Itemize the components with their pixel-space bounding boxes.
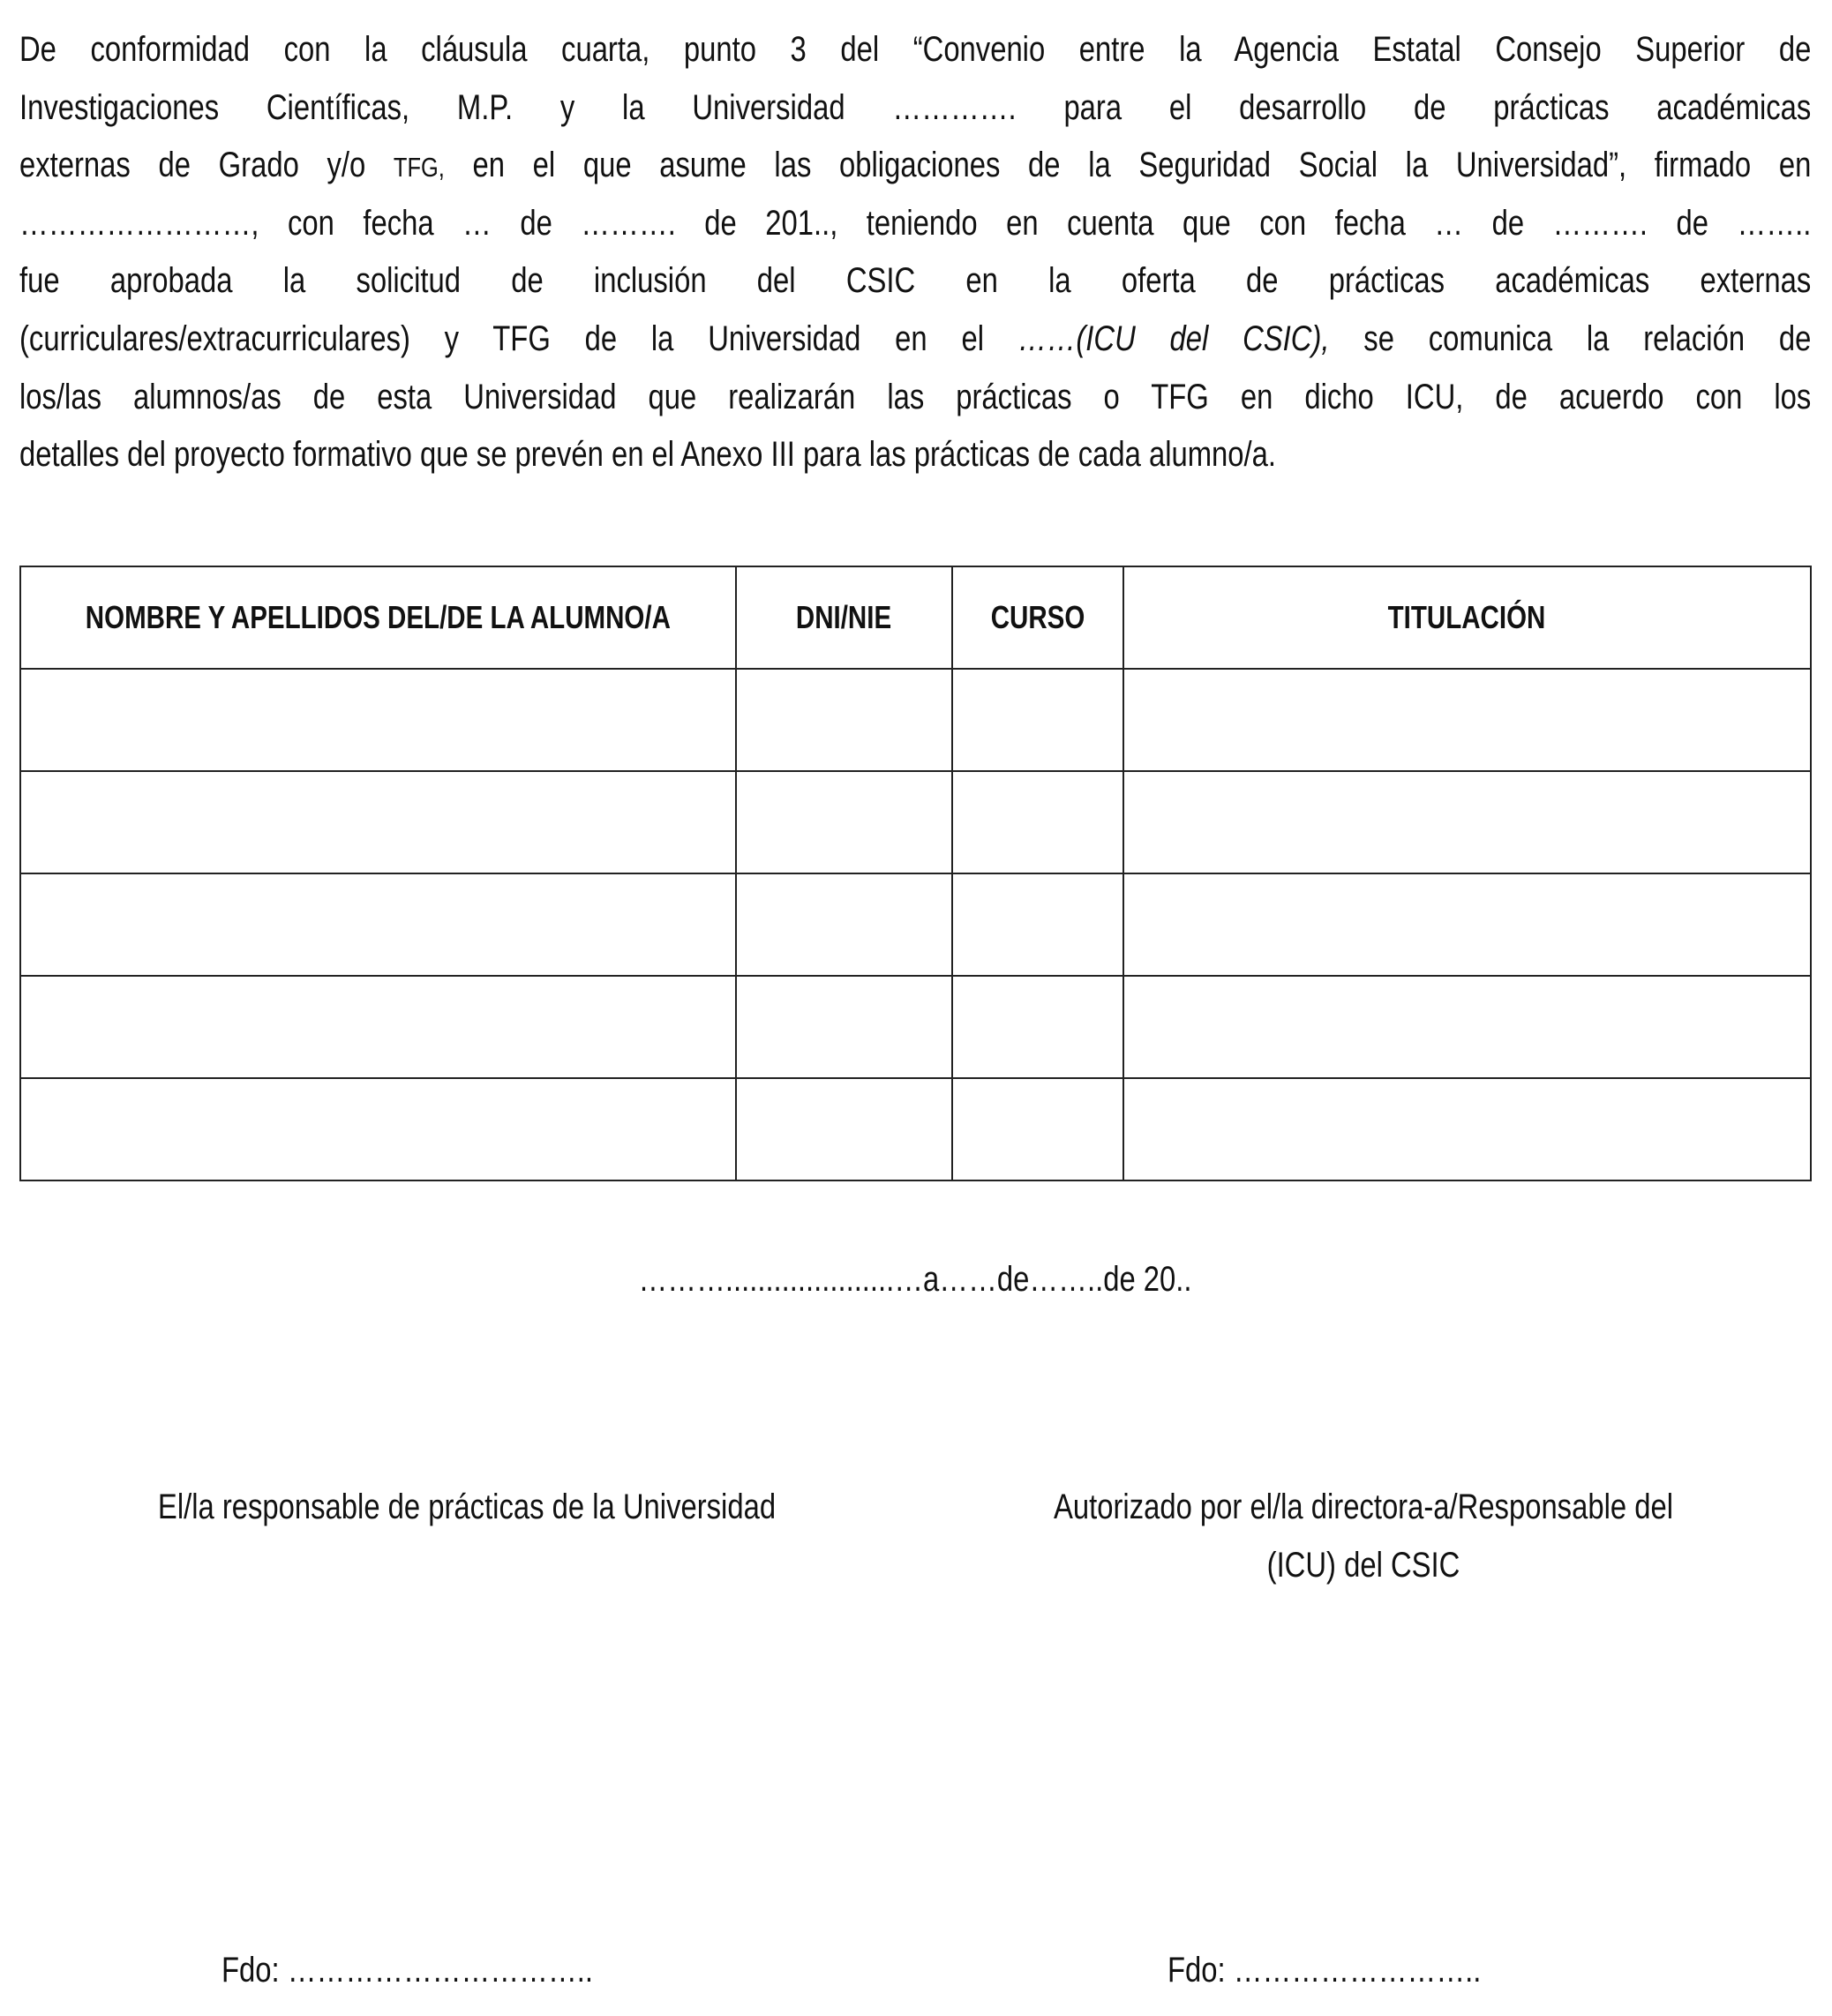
cell-titulacion[interactable] xyxy=(1123,873,1811,976)
cell-curso[interactable] xyxy=(952,873,1123,976)
table-row xyxy=(20,976,1811,1078)
paragraph-line: Investigaciones Científicas, M.P. y la Universidad …………. para el desarrollo de prácticas académicas xyxy=(19,87,1812,127)
cell-nombre[interactable] xyxy=(20,976,736,1078)
table-row xyxy=(20,873,1811,976)
table-row xyxy=(20,771,1811,873)
icu-placeholder: ……(ICU del CSIC), xyxy=(1017,319,1330,358)
intro-paragraph xyxy=(19,25,1811,488)
left-signature-title: El/la responsable de prácticas de la Universidad xyxy=(157,1488,777,1526)
paragraph-line: fue aprobada la solicitud de inclusión del CSIC en la oferta de prácticas académicas externas xyxy=(19,261,1812,301)
header-nombre: NOMBRE Y APELLIDOS DEL/DE LA ALUMNO/A xyxy=(20,566,736,669)
table-header-row xyxy=(20,566,1811,669)
cell-curso[interactable] xyxy=(952,771,1123,873)
right-signature-title-2: (ICU) del CSIC xyxy=(1266,1546,1460,1585)
cell-nombre[interactable] xyxy=(20,669,736,771)
paragraph-line: De conformidad con la cláusula cuarta, punto 3 del “Convenio entre la Agencia Estatal Consejo Superior de xyxy=(19,30,1812,69)
cell-nombre[interactable] xyxy=(20,1078,736,1180)
table-row xyxy=(20,1078,1811,1180)
header-titulacion: TITULACIÓN xyxy=(1123,566,1811,669)
tfg-abbrev: TFG, xyxy=(393,152,445,184)
cell-dni[interactable] xyxy=(736,669,952,771)
paragraph-line: ……………………, con fecha … de ………. de 201.., teniendo en cuenta que con fecha … de ………. de …….. xyxy=(19,203,1812,243)
text: (curriculares/extracurriculares) y TFG de la Universidad en el xyxy=(19,319,1018,358)
right-signature-title: Autorizado por el/la directora-a/Responsable del xyxy=(1054,1488,1673,1526)
cell-titulacion[interactable] xyxy=(1123,1078,1811,1180)
cell-titulacion[interactable] xyxy=(1123,976,1811,1078)
text: externas de Grado y/o xyxy=(19,146,394,185)
cell-curso[interactable] xyxy=(952,976,1123,1078)
paragraph-line xyxy=(19,140,1811,199)
cell-curso[interactable] xyxy=(952,669,1123,771)
text: en el que asume las obligaciones de la Seguridad Social la Universidad”, firmado en xyxy=(444,146,1812,185)
date-place-line: ……….....................…a……de……..de 20.. xyxy=(638,1260,1192,1299)
header-dni: DNI/NIE xyxy=(736,566,952,669)
paragraph-line xyxy=(19,314,1811,372)
paragraph-line: detalles del proyecto formativo que se prevén en el Anexo III para las prácticas de cada alumno/a. xyxy=(19,435,1277,475)
cell-curso[interactable] xyxy=(952,1078,1123,1180)
cell-dni[interactable] xyxy=(736,1078,952,1180)
right-signature-fdo: Fdo: …………………….. xyxy=(1168,1951,1482,1990)
paragraph-line: los/las alumnos/as de esta Universidad que realizarán las prácticas o TFG en dicho ICU, de acuerdo con los xyxy=(19,377,1812,416)
cell-dni[interactable] xyxy=(736,976,952,1078)
cell-dni[interactable] xyxy=(736,771,952,873)
left-signature-fdo: Fdo: ………………………….. xyxy=(221,1951,593,1990)
cell-nombre[interactable] xyxy=(20,873,736,976)
text: se comunica la relación de xyxy=(1329,319,1812,358)
students-table xyxy=(19,566,1812,1181)
cell-titulacion[interactable] xyxy=(1123,669,1811,771)
table-row xyxy=(20,669,1811,771)
cell-nombre[interactable] xyxy=(20,771,736,873)
header-curso: CURSO xyxy=(952,566,1123,669)
cell-dni[interactable] xyxy=(736,873,952,976)
cell-titulacion[interactable] xyxy=(1123,771,1811,873)
